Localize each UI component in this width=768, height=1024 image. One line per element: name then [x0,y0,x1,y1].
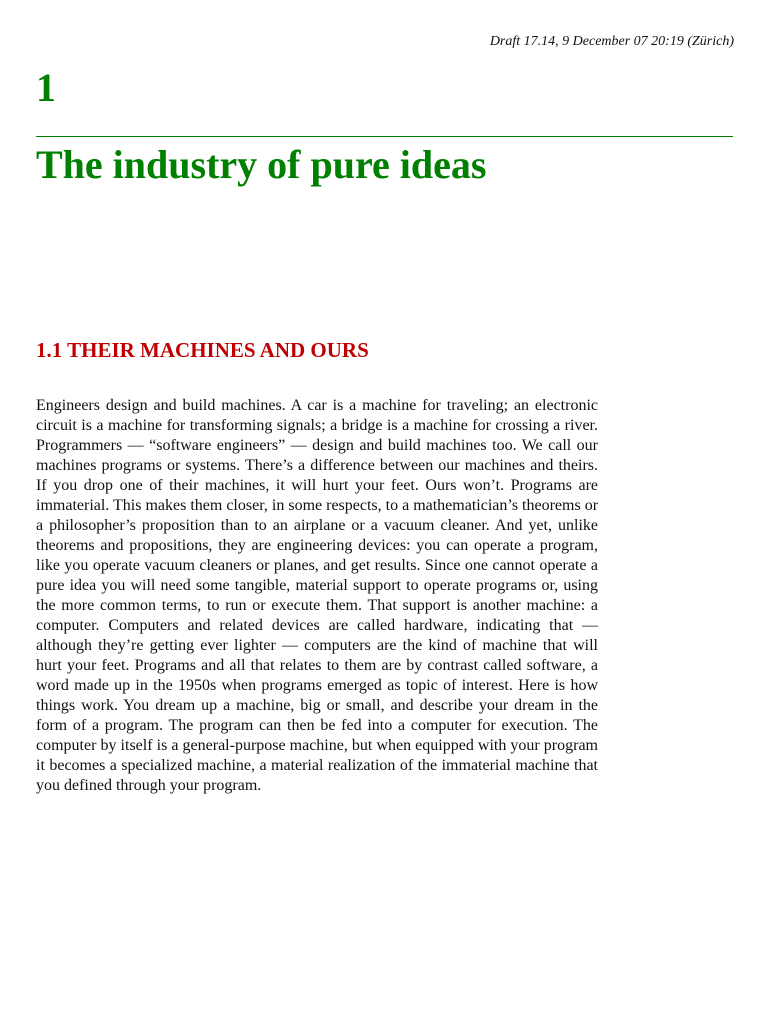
chapter-number: 1 [36,65,56,110]
chapter-rule [36,136,733,137]
draft-timestamp: Draft 17.14, 9 December 07 20:19 (Zürich) [489,34,734,49]
section-heading: 1.1 THEIR MACHINES AND OURS [36,338,369,362]
body-text: Engineers design and build machines. A car is a machine for traveling; an electronic circuit is a machine for transforming signals; a bridge is a machine for crossing a river. Programmers — “software engineers” — design and build machines too. We call our machines programs or systems. There’s a difference between our machines and theirs. If you drop one of their machines, it will hurt your feet. Ours won’t. Programs are immaterial. This makes them closer, in some respects, to a mathematician’s theorems or a philosopher’s proposition than to an airplane or a vacuum cleaner. And yet, unlike theorems and propositions, they are engineering devices: you can operate a program, like you operate vacuum cleaners or planes, and get results. Since one cannot operate a pure idea you will need some tangible, material support to operate programs or, using the more common terms, to run or execute them. That support is another machine: a computer. Computers and related devices are called hardware, indicating that — although they’re getting ever lighter — computers are the kind of machine that will hurt your feet. Programs and all that relates to them are by contrast called software, a word made up in the 1950s when programs emerged as topic of interest. Here is how things work. You dream up a machine, big or small, and describe your dream in the form of a program. The program can then be fed into a computer for execution. The computer by itself is a general-purpose machine, but when equipped with your program it becomes a specialized machine, a material realization of the immaterial machine that you defined through your program. [36,397,599,794]
chapter-title: The industry of pure ideas [36,142,487,187]
